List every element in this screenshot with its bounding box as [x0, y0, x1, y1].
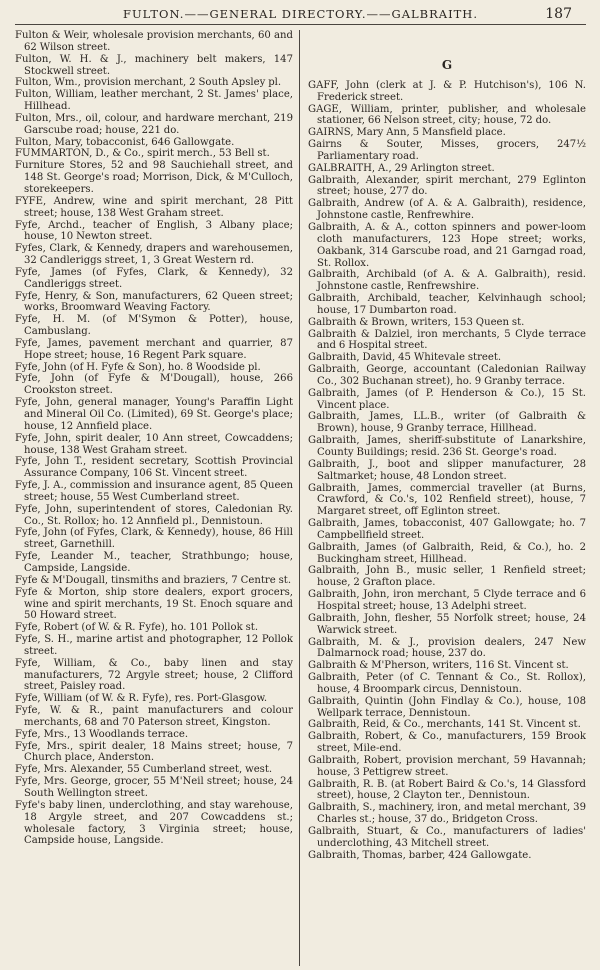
directory-entry: Fulton, Mary, tobacconist, 646 Gallowgate. [15, 136, 235, 148]
directory-entry: FYFE, Andrew, wine and spirit merchant, 28 Pitt street; house, 138 West Graham street. [15, 195, 293, 219]
header-rule [15, 24, 586, 25]
directory-entry: Fyfe, Robert (of W. & R. Fyfe), ho. 101 Pollok st. [15, 622, 259, 634]
directory-entry: GAFF, John (clerk at J. & P. Hutchison's), 106 N. Frederick street. [308, 79, 586, 103]
directory-entry: Galbraith, S., machinery, iron, and metal merchant, 39 Charles st.; house, 37 do., Bridgeton Cross. [308, 802, 586, 826]
header-title: FULTON.——GENERAL DIRECTORY.——GALBRAITH. [123, 7, 478, 21]
directory-entry: Fyfe, John, superintendent of stores, Caledonian Ry. Co., St. Rollox; ho. 12 Annfield pl., Dennistoun. [15, 503, 293, 527]
directory-entry: Galbraith, John, iron merchant, 5 Clyde terrace and 6 Hospital street; house, 13 Adelphi street. [308, 589, 586, 612]
directory-entry: Galbraith, James, LL.B., writer (of Galbraith & Brown), house, 9 Granby terrace, Hillhead. [308, 411, 586, 435]
directory-entry: Galbraith, Robert, provision merchant, 59 Havannah; house, 3 Pettigrew street. [308, 754, 586, 778]
directory-entry: Galbraith, Archibald, teacher, Kelvinhaugh school; house, 17 Dumbarton road. [308, 293, 586, 316]
directory-entry: Galbraith, David, 45 Whitevale street. [308, 352, 502, 364]
directory-entry: Fyfe, John (of Fyfe & M'Dougall), house, 266 Crookston street. [15, 373, 293, 397]
directory-entry: Fyfe, John, general manager, Young's Paraffin Light and Mineral Oil Co. (Limited), 69 St. George's place; house, 12 Annfield place. [15, 397, 293, 432]
directory-entry: Galbraith, Robert, & Co., manufacturers, 159 Brook street, Mile-end. [308, 731, 586, 755]
directory-entry: GAIRNS, Mary Ann, 5 Mansfield place. [308, 127, 506, 139]
directory-entry: Fyfe, S. H., marine artist and photographer, 12 Pollok street. [15, 634, 293, 657]
left-column [15, 30, 293, 966]
directory-entry: Galbraith & M'Pherson, writers, 116 St. Vincent st. [308, 660, 569, 672]
directory-entry: Furniture Stores, 52 and 98 Sauchiehall street, and 148 St. George's road; Morrison, Dick, & M'Culloch, storekeepers. [15, 160, 293, 195]
directory-entry: Galbraith, A. & A., cotton spinners and power-loom cloth manufacturers, 123 Hope street; works, Oakbank, 314 Garscube road, and 21 Garngad road, St. Rollox. [308, 221, 586, 269]
directory-entry: Fyfe, John (of H. Fyfe & Son), ho. 8 Woodside pl. [15, 361, 261, 373]
directory-entry: Fyfe, J. A., commission and insurance agent, 85 Queen street; house, 55 West Cumberland street. [15, 480, 293, 503]
two-column-body [15, 30, 586, 966]
directory-entry: Fyfe & M'Dougall, tinsmiths and braziers, 7 Centre st. [15, 574, 292, 586]
directory-entry: Fyfe, Archd., teacher of English, 3 Albany place; house, 10 Newton street. [15, 219, 293, 243]
directory-entry: Galbraith, James, tobacconist, 407 Gallowgate; ho. 7 Campbellfield street. [308, 518, 586, 541]
directory-entry: Fulton, Wm., provision merchant, 2 South Apsley pl. [15, 77, 282, 89]
directory-entry: Galbraith, James, commercial traveller (at Burns, Crawford, & Co.'s, 102 Renfield street), house, 7 Margaret street, off Eglinton street. [308, 482, 586, 518]
right-column [308, 30, 586, 966]
directory-entry: Galbraith, Andrew (of A. & A. Galbraith), residence, Johnstone castle, Renfrewhire. [308, 198, 586, 222]
directory-entry: Galbraith, Stuart, & Co., manufacturers of ladies' underclothing, 43 Mitchell street. [308, 826, 586, 849]
directory-entry: Fulton, Mrs., oil, colour, and hardware merchant, 219 Garscube road; house, 221 do. [15, 112, 293, 136]
directory-entry: Galbraith, Reid, & Co., merchants, 141 St. Vincent st. [308, 719, 581, 731]
directory-entry: Fulton & Weir, wholesale provision merchants, 60 and 62 Wilson street. [15, 30, 293, 53]
page-number: 187 [545, 6, 572, 22]
directory-entry: Galbraith, M. & J., provision dealers, 247 New Dalmarnock road; house, 237 do. [308, 636, 586, 660]
directory-entry: Gairns & Souter, Misses, grocers, 247½ Parliamentary road. [308, 139, 586, 162]
directory-entry: Galbraith, John, flesher, 55 Norfolk street; house, 24 Warwick street. [308, 612, 586, 636]
column-divider [299, 30, 300, 966]
directory-entry: Fyfe, Mrs., spirit dealer, 18 Mains street; house, 7 Church place, Anderston. [15, 740, 293, 764]
directory-entry: Fulton, W. H. & J., machinery belt makers, 147 Stockwell street. [15, 53, 293, 77]
directory-entry: Fyfe, H. M. (of M'Symon & Potter), house, Cambuslang. [15, 314, 293, 338]
directory-entry: Galbraith, Quintin (John Findlay & Co.), house, 108 Wellpark terrace, Dennistoun. [308, 695, 586, 719]
directory-entry: Galbraith, R. B. (at Robert Baird & Co.'s, 14 Glassford street), house, 2 Clayton ter., Dennistoun. [308, 778, 586, 802]
directory-entry: Galbraith, George, accountant (Caledonian Railway Co., 302 Buchanan street), ho. 9 Granby terrace. [308, 364, 586, 387]
directory-entry: Fyfe, William (of W. & R. Fyfe), res. Port-Glasgow. [15, 693, 268, 705]
directory-entry: Galbraith, James (of Galbraith, Reid, & Co.), ho. 2 Buckingham street, Hillhead. [308, 541, 586, 565]
directory-entry: Fyfe, Mrs., 13 Woodlands terrace. [15, 728, 189, 740]
right-entries [308, 80, 586, 862]
directory-entry: Fyfe, James, pavement merchant and quarrier, 87 Hope street; house, 16 Regent Park square. [15, 337, 293, 361]
directory-entry: FUMMARTON, D., & Co., spirit merch., 53 Bell st. [15, 148, 270, 160]
running-header [15, 0, 586, 34]
directory-entry: Galbraith, James, sheriff-substitute of Lanarkshire, County Buildings; resid. 236 St. George's road. [308, 435, 586, 458]
directory-entry: Fyfe, Henry, & Son, manufacturers, 62 Queen street; works, Broomward Weaving Factory. [15, 290, 293, 314]
directory-entry: Fyfe, W. & R., paint manufacturers and colour merchants, 68 and 70 Paterson street, Kingston. [15, 705, 293, 728]
directory-entry: GALBRAITH, A., 29 Arlington street. [308, 162, 495, 174]
directory-entry: Galbraith, John B., music seller, 1 Renfield street; house, 2 Grafton place. [308, 565, 586, 589]
directory-entry: Galbraith, Thomas, barber, 424 Gallowgate. [308, 849, 532, 861]
directory-entry: Fulton, William, leather merchant, 2 St. James' place, Hillhead. [15, 89, 293, 113]
directory-entry: Fyfe, John (of Fyfes, Clark, & Kennedy), house, 86 Hill street, Garnethill. [15, 527, 293, 551]
directory-entry: Fyfes, Clark, & Kennedy, drapers and warehousemen, 32 Candleriggs street, 1, 3 Great Western rd. [15, 243, 293, 267]
directory-entry: Galbraith & Dalziel, iron merchants, 5 Clyde terrace and 6 Hospital street. [308, 328, 586, 352]
directory-entry: Galbraith, Alexander, spirit merchant, 279 Eglinton street; house, 277 do. [308, 174, 586, 198]
directory-entry: Fyfe, William, & Co., baby linen and stay manufacturers, 72 Argyle street; house, 2 Clifford street, Paisley road. [15, 657, 293, 693]
section-letter: G [441, 58, 453, 72]
directory-entry: Fyfe, Leander M., teacher, Strathbungo; house, Campside, Langside. [15, 551, 293, 574]
directory-entry: Fyfe, Mrs. Alexander, 55 Cumberland street, west. [15, 764, 273, 776]
directory-entry: Fyfe, John T., resident secretary, Scottish Provincial Assurance Company, 106 St. Vincent street. [15, 456, 293, 480]
directory-entry: GAGE, William, printer, publisher, and wholesale stationer, 66 Nelson street, city; house, 72 do. [308, 103, 586, 127]
directory-entry: Galbraith, James (of P. Henderson & Co.), 15 St. Vincent place. [308, 387, 586, 411]
directory-entry: Fyfe, John, spirit dealer, 10 Ann street, Cowcaddens; house, 138 West Graham street. [15, 432, 293, 456]
directory-entry: Fyfe, Mrs. George, grocer, 55 M'Neil street; house, 24 South Wellington street. [15, 776, 293, 799]
directory-entry: Fyfe, James (of Fyfes, Clark, & Kennedy), 32 Candleriggs street. [15, 266, 293, 290]
directory-entry: Galbraith, J., boot and slipper manufacturer, 28 Saltmarket; house, 48 London street. [308, 458, 586, 482]
directory-entry: Galbraith, Archibald (of A. & A. Galbraith), resid. Johnstone castle, Renfrewshire. [308, 269, 586, 293]
directory-entry: Galbraith, Peter (of C. Tennant & Co., St. Rollox), house, 4 Broompark circus, Dennistoun. [308, 672, 586, 695]
directory-entry: Fyfe's baby linen, underclothing, and stay warehouse, 18 Argyle street, and 207 Cowcaddens st.; wholesale factory, 3 Virginia street; house, Campside house, Langside. [15, 799, 293, 847]
directory-entry: Galbraith & Brown, writers, 153 Queen st. [308, 316, 525, 328]
directory-entry: Fyfe & Morton, ship store dealers, export grocers, wine and spirit merchants, 19 St. Enoch square and 50 Howard street. [15, 586, 293, 622]
